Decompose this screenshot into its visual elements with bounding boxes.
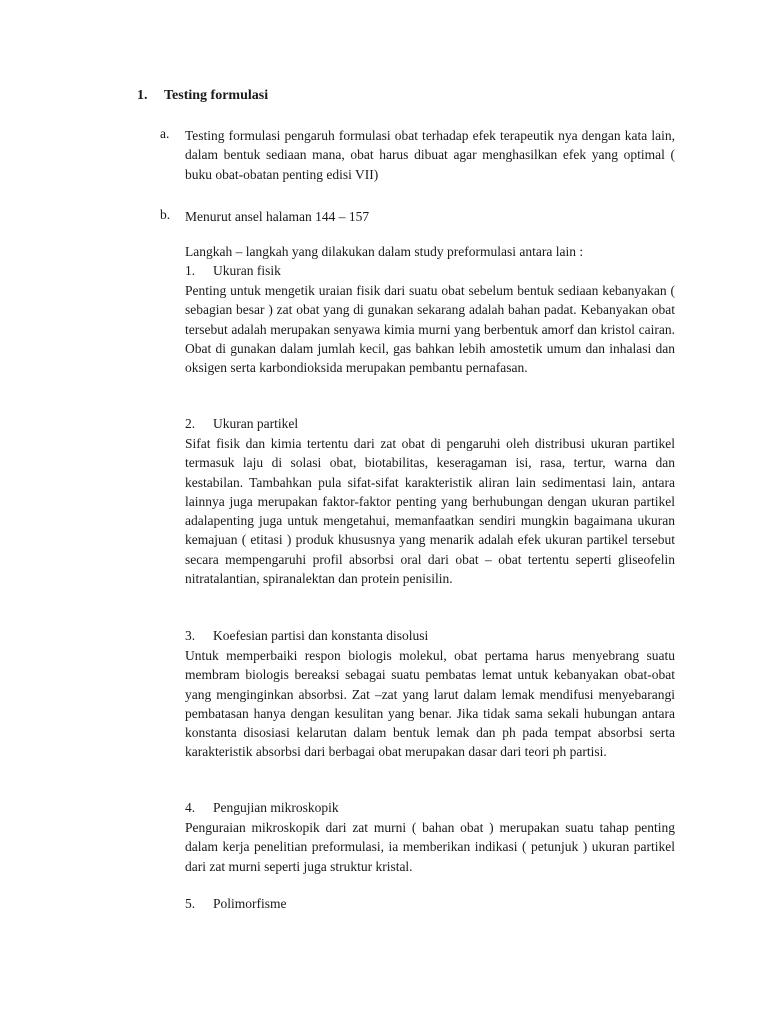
step-1-body: Penting untuk mengetik uraian fisik dari suatu obat sebelum bentuk sediaan kebanyakan ( sebagian besar ) zat obat yang di gunakan sekarang adalah bahan padat. Kebanyakan obat tersebut adalah merupakan senyawa kimia murni yang berbentuk amorf dan kristol cairan. Obat di gunakan dalam jumlah kecil, gas bahkan lebih amostetik umum dan inhalasi dan oksigen serta karbondioksida merupakan pembantu pernafasan. <box>185 283 675 376</box>
step-3-body: Untuk memperbaiki respon biologis molekul, obat pertama harus menyebrang suatu membram biologis bereaksi sebagai suatu pembatas lemat untuk kebanyakan obat-obat yang menginginkan absorbsi. Zat –zat yang larut dalam lemak mendifusi menyebarangi pembatasan hanya dengan kesulitan yang benar. Jika tidak sama sekali hubungan antara konstanta disosiasi kelarutan dalam bentuk lemak dan ph pada tempat absorbsi serta karakteristik absorbsi dari berbagai obat merupakan dasar dari teori ph partisi. <box>185 648 675 760</box>
step-1-heading <box>185 263 281 279</box>
step-title: Polimorfisme <box>213 896 287 911</box>
step-title: Ukuran partikel <box>213 416 299 431</box>
item-b-text: Menurut ansel halaman 144 – 157 <box>185 209 370 224</box>
step-2-heading <box>185 416 298 432</box>
section-number: 1. <box>137 88 148 103</box>
step-number: 2. <box>185 416 196 431</box>
step-number: 3. <box>185 628 196 643</box>
section-title: Testing formulasi <box>164 88 269 103</box>
item-a-text: Testing formulasi pengaruh formulasi obat terhadap efek terapeutik nya dengan kata lain, dalam bentuk sediaan mana, obat harus dibuat agar menghasilkan efek yang optimal ( buku obat-obatan penting edisi VII) <box>185 128 675 182</box>
step-5-heading <box>185 896 287 912</box>
step-title: Koefesian partisi dan konstanta disolusi <box>213 628 429 643</box>
section-heading <box>137 88 268 104</box>
item-b-label: b. <box>160 207 171 222</box>
step-number: 4. <box>185 800 196 815</box>
item-a-label: a. <box>160 126 170 141</box>
step-4-body: Penguraian mikroskopik dari zat murni ( bahan obat ) merupakan suatu tahap penting dalam kerja penelitian preformulasi, ia memberikan indikasi ( petunjuk ) ukuran partikel dari zat murni seperti juga struktur kristal. <box>185 820 675 874</box>
step-2-body: Sifat fisik dan kimia tertentu dari zat obat di pengaruhi oleh distribusi ukuran partikel termasuk laju di solasi obat, biotabilitas, keseragaman isi, rasa, tertur, warna dan kestabilan. Tambahkan pula sifat-sifat karakteristik aliran lain sedimentasi lain, antara lainnya juga merupakan faktor-faktor penting yang berhubungan dengan ukuran partikel adalapenting juga untuk mengetahui, memanfaatkan sendiri mungkin bagaimana ukuran kemajuan ( etitasi ) produk khususnya yang menarik adalah efek ukuran partikel tersebut secara mempengaruhi profil absorbsi oral dari obat – obat tertentu seperti gliseofelin nitratalantian, spiranalektan dan protein penisilin. <box>185 436 675 587</box>
step-title: Ukuran fisik <box>213 263 281 278</box>
step-4-heading <box>185 800 339 816</box>
step-number: 1. <box>185 263 196 278</box>
intro-text: Langkah – langkah yang dilakukan dalam study preformulasi antara lain : <box>185 244 584 259</box>
step-title: Pengujian mikroskopik <box>213 800 339 815</box>
step-3-heading <box>185 628 428 644</box>
step-number: 5. <box>185 896 196 911</box>
